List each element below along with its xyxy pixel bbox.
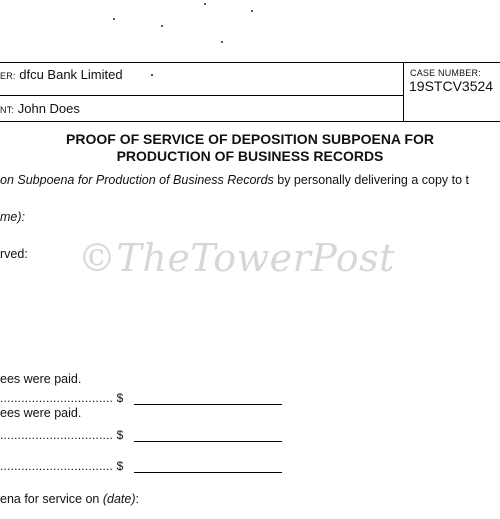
service-date-label: (date): [102, 492, 136, 506]
party-row: [0, 67, 123, 82]
name-label: me):: [0, 210, 25, 224]
case-number-value: 19STCV3524: [409, 78, 494, 94]
fees-line2-text: ees were paid.: [0, 406, 82, 420]
scan-speck: [161, 25, 163, 27]
document-title-line2: PRODUCTION OF BUSINESS RECORDS: [116, 148, 384, 164]
header-bottom-border: [0, 121, 500, 122]
fees-line1-dots: ................................ $: [0, 391, 124, 405]
served-label: rved:: [0, 247, 28, 261]
fees-line2-blank: [134, 441, 282, 442]
other-party-value: John Does: [17, 101, 80, 116]
intro-italic-text: on Subpoena for Production of Business Records: [0, 173, 274, 187]
service-date-prefix: ena for service on: [0, 492, 103, 506]
service-date-line: [0, 492, 139, 506]
watermark-text: ©TheTowerPost: [78, 236, 395, 280]
scan-speck: [204, 3, 206, 5]
scan-speck: [113, 18, 115, 20]
case-number-label: CASE NUMBER:: [410, 68, 481, 78]
service-date-suffix: :: [135, 492, 139, 506]
header-top-border: [0, 62, 500, 63]
fees-line2-dots: ................................ $: [0, 428, 124, 442]
case-number-divider: [403, 62, 404, 121]
document-title-line1: PROOF OF SERVICE OF DEPOSITION SUBPOENA FOR: [66, 131, 434, 147]
scan-speck: [221, 41, 223, 43]
fees-line1-text: ees were paid.: [0, 372, 82, 386]
fees-line3-blank: [134, 472, 282, 473]
fees-line3-dots: ................................ $: [0, 459, 124, 473]
other-party-label: NT:: [0, 105, 15, 115]
header-middle-divider: [0, 95, 403, 96]
party-value: dfcu Bank Limited: [19, 67, 123, 82]
fees-line1-blank: [134, 404, 282, 405]
intro-rest-text: by personally delivering a copy to t: [273, 173, 470, 187]
intro-sentence: [0, 173, 469, 187]
other-party-row: [0, 101, 80, 116]
party-label: ER:: [0, 71, 16, 81]
scan-speck: [151, 74, 153, 76]
scan-speck: [251, 10, 253, 12]
